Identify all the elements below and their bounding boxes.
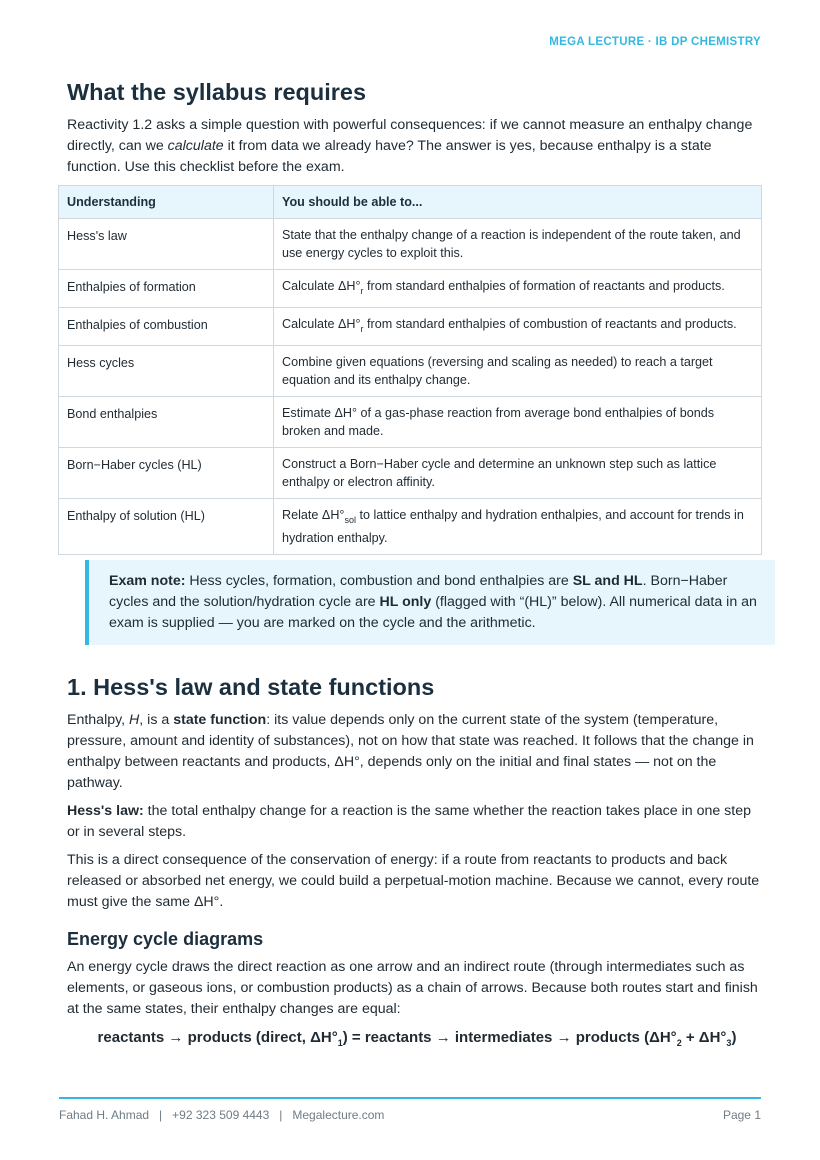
row-topic: Enthalpy of solution (HL) [59,499,274,555]
row-topic: Bond enthalpies [59,397,274,448]
hess-law-paragraph [67,801,761,843]
row-task [274,270,762,308]
task-subscript: r [360,286,364,297]
row-topic: Born−Haber cycles (HL) [59,448,274,499]
row-topic: Enthalpies of formation [59,270,274,308]
running-header: MEGA LECTURE · IB DP CHEMISTRY [549,36,761,48]
intro-emphasis: calculate [167,138,224,155]
exam-note-text: Hess cycles, formation, combustion and bond enthalpies are [185,573,573,590]
row-task [274,499,762,555]
task-text: Relate ΔH° [282,508,345,523]
page-number: Page 1 [722,1108,761,1122]
eq-text: ) [731,1028,737,1046]
hess-law-text: the total enthalpy change for a reaction is the same whether the reaction takes place in one step or in several steps. [67,803,752,841]
row-topic: Enthalpies of combustion [59,308,274,346]
header-understanding: Understanding [59,186,274,219]
exam-note-text: . Born−Haber cycles and the solution/hydration cycle are [109,573,728,611]
task-text: Calculate ΔH° [282,317,361,332]
energy-cycle-subtitle: Energy cycle diagrams [67,929,264,950]
syllabus-title: What the syllabus requires [67,79,367,105]
exam-note-bold: SL and HL [572,573,643,590]
table-header-row [59,186,762,219]
table-row [59,346,762,397]
enthalpy-symbol: H [129,712,140,729]
header-able-to: You should be able to... [274,186,762,219]
task-subscript: r [360,324,364,335]
syllabus-intro [67,115,761,178]
task-text: Calculate ΔH° [282,279,361,294]
energy-cycle-paragraph: An energy cycle draws the direct reaction as one arrow and an indirect route (through intermediates such as elements, or gaseous ions, or combustion products) as a chain of arrows. Because both routes start and finish at the same states, their enthalpy changes are equal: [67,958,758,1017]
table-row [59,308,762,346]
intro-text-end: it from data we already have? The answer is yes, because enthalpy is a state function. Use this checklist before the exam. [67,138,712,176]
task-subscript: sol [344,515,356,526]
cycle-equation [87,1027,747,1054]
eq-subscript: 1 [337,1037,343,1048]
row-topic: Hess cycles [59,346,274,397]
eq-subscript: 3 [726,1037,732,1048]
row-task: Estimate ΔH° of a gas-phase reaction from average bond enthalpies of bonds broken and made. [274,397,762,448]
hess-law-label: Hess's law: [67,803,144,820]
table-row [59,219,762,270]
section-1-title: 1. Hess's law and state functions [67,674,435,701]
row-task: Combine given equations (reversing and scaling as needed) to reach a target equation and its enthalpy change. [274,346,762,397]
footer-contact: Fahad H. Ahmad | +92 323 509 4443 | Megalecture.com [59,1108,385,1122]
para-text: , is a [139,712,174,729]
exam-note-label: Exam note: [109,573,186,590]
conservation-paragraph: This is a direct consequence of the conservation of energy: if a route from reactants to products and back released or absorbed net energy, we could build a perpetual-motion machine. Because we cannot, every route must give the same ΔH°. [67,852,760,911]
row-task [274,308,762,346]
eq-subscript: 2 [676,1037,682,1048]
content [67,78,761,1054]
para-text: Enthalpy, [67,712,130,729]
exam-note-callout [85,560,775,645]
intro-text: Reactivity 1.2 asks a simple question with powerful consequences: if we cannot measure an enthalpy change directly, can we [67,117,753,155]
table-row [59,499,762,555]
task-text-end: from standard enthalpies of formation of reactants and products. [363,279,725,294]
eq-text: ) = reactants → intermediates → products (ΔH° [342,1028,677,1046]
row-task: Construct a Born−Haber cycle and determine an unknown step such as lattice enthalpy or electron affinity. [274,448,762,499]
syllabus-table [58,185,762,555]
eq-text: reactants → products (direct, ΔH° [97,1028,338,1046]
task-text-end: to lattice enthalpy and hydration enthalpies, and account for trends in hydration enthalpy. [282,508,744,546]
state-function-term: state function [173,712,267,729]
exam-note-text: (flagged with “(HL)” below). All numerical data in an exam is supplied — you are marked on the cycle and the arithmetic. [109,594,757,632]
syllabus-table-wrap [58,185,762,555]
row-topic: Hess's law [59,219,274,270]
table-row [59,448,762,499]
eq-text: + ΔH° [681,1028,727,1046]
task-text-end: from standard enthalpies of combustion of reactants and products. [363,317,737,332]
table-row [59,397,762,448]
para-text: : its value depends only on the current state of the system (temperature, pressure, amount and identity of substances), not on how that state was reached. It follows that the change in enthalpy between reactants and products, ΔH°, depends only on the initial and final states — not on the pathway. [67,712,754,792]
footer-divider [59,1097,761,1099]
row-task: State that the enthalpy change of a reaction is independent of the route taken, and use energy cycles to exploit this. [274,219,762,270]
table-row [59,270,762,308]
state-function-paragraph [67,710,761,794]
exam-note-bold: HL only [379,594,432,611]
